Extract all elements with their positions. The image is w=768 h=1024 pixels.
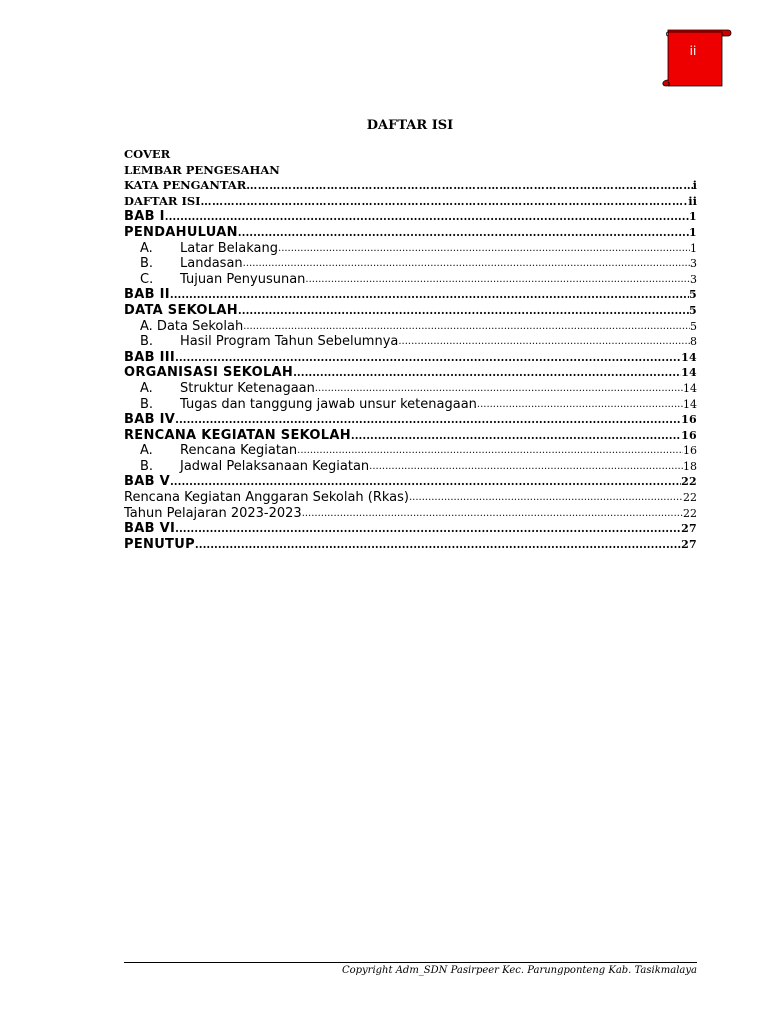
toc-entry-text: ORGANISASI SEKOLAH: [124, 365, 294, 381]
toc-entry: [124, 350, 697, 366]
toc-entry: [124, 459, 697, 475]
toc-entry-label: [140, 381, 315, 397]
toc-entry-label: [124, 521, 175, 537]
toc-entry: [124, 194, 697, 210]
toc-entry-page: 5: [690, 319, 697, 333]
toc-entry-text: KATA PENGANTAR: [124, 178, 247, 193]
toc-entry-page: ii: [688, 193, 697, 208]
document-title: DAFTAR ISI: [366, 118, 454, 133]
toc-dot-leader: [315, 381, 683, 397]
toc-entry-label: [140, 397, 477, 413]
toc-entry-letter: B.: [140, 256, 154, 272]
toc-entry: [124, 334, 697, 350]
toc-entry-label: [124, 537, 195, 553]
toc-entry: [124, 521, 697, 537]
toc-entry-page: 1: [690, 241, 697, 255]
toc-entry-text: Rencana Kegiatan Anggaran Sekolah (Rkas): [124, 490, 409, 506]
toc-entry-page: 3: [690, 257, 697, 271]
toc-dot-leader: [201, 194, 689, 210]
toc-dot-leader: [238, 225, 689, 241]
toc-entry-page: 16: [681, 428, 697, 442]
toc-entry-page: 8: [690, 335, 697, 349]
toc-entry-text: Struktur Ketenagaan: [180, 380, 315, 396]
toc-entry-label: [124, 178, 246, 194]
toc-entry-text: PENUTUP: [124, 536, 195, 552]
toc-entry-page: 16: [681, 413, 697, 427]
toc-entry: [124, 474, 697, 490]
toc-entry-label: [140, 319, 243, 335]
toc-entry-page: 3: [690, 272, 697, 286]
toc-dot-leader: [175, 521, 681, 537]
toc-entry-label: [124, 209, 165, 225]
toc-entry-label: [140, 256, 243, 272]
toc-dot-leader: [297, 443, 683, 459]
toc-entry: [124, 537, 697, 553]
toc-entry: [124, 443, 697, 459]
toc-entry-label: [140, 334, 398, 350]
toc-dot-leader: [302, 506, 683, 522]
toc-entry-label: [140, 272, 305, 288]
toc-dot-leader: [477, 397, 683, 413]
footer-divider: [124, 962, 697, 963]
toc-entry-text: Landasan: [180, 256, 243, 272]
toc-entry-label: [124, 365, 293, 381]
toc-entry-label: [124, 225, 238, 241]
toc-entry-page: 14: [683, 381, 697, 395]
toc-entry-label: [124, 287, 170, 303]
toc-entry: [124, 428, 697, 444]
toc-dot-leader: [351, 428, 681, 444]
toc-entry-text: Tugas dan tanggung jawab unsur ketenagaan: [180, 396, 477, 412]
toc-entry-label: [124, 350, 175, 366]
toc-entry-page: 22: [683, 491, 697, 505]
toc-entry-text: RENCANA KEGIATAN SEKOLAH: [124, 427, 351, 443]
toc-entry: [124, 490, 697, 506]
toc-entry-text: DATA SEKOLAH: [124, 302, 238, 318]
toc-entry-label: [124, 474, 170, 490]
footer-copyright: Copyright Adm_SDN Pasirpeer Kec. Parungponteng Kab. Tasikmalaya: [341, 965, 697, 976]
toc-entry-text: A. Data Sekolah: [140, 318, 244, 334]
toc-entry-letter: B.: [140, 458, 154, 474]
toc-dot-leader: [398, 334, 690, 350]
toc-dot-leader: [246, 178, 692, 194]
toc-entry: [124, 381, 697, 397]
toc-entry-text: BAB II: [124, 287, 170, 303]
toc-entry-label: [124, 412, 175, 428]
toc-entry-text: Tujuan Penyusunan: [180, 271, 306, 287]
toc-entry-text: COVER: [124, 147, 171, 161]
toc-entry-page: 18: [683, 459, 697, 473]
toc-dot-leader: [278, 241, 690, 257]
toc-entry-label: [124, 506, 302, 522]
toc-entry-text: Tahun Pelajaran 2023-2023: [124, 505, 302, 521]
toc-dot-leader: [305, 272, 690, 288]
toc-entry: [124, 303, 697, 319]
toc-dot-leader: [165, 209, 689, 225]
toc-dot-leader: [175, 412, 681, 428]
toc-dot-leader: [369, 459, 683, 475]
toc-entry-page: 22: [681, 475, 697, 489]
table-of-contents: [124, 147, 697, 552]
toc-entry: [124, 412, 697, 428]
toc-entry-text: BAB V: [124, 474, 170, 490]
toc-dot-leader: [409, 490, 683, 506]
toc-entry-letter: A.: [140, 380, 153, 396]
scroll-badge-icon: [658, 28, 732, 90]
toc-entry-text: BAB I: [124, 209, 165, 225]
toc-entry-page: 5: [689, 303, 697, 317]
toc-entry-page: 1: [689, 210, 697, 224]
toc-entry-page: 27: [681, 537, 697, 551]
toc-entry-label: [140, 459, 369, 475]
toc-entry-text: BAB III: [124, 349, 176, 365]
toc-entry: [124, 287, 697, 303]
toc-entry-label: [124, 194, 201, 210]
toc-dot-leader: [170, 287, 689, 303]
toc-entry: [124, 178, 697, 194]
toc-entry: [124, 241, 697, 257]
toc-dot-leader: [238, 303, 689, 319]
toc-entry-text: PENDAHULUAN: [124, 224, 238, 240]
toc-entry-label: [124, 428, 351, 444]
toc-entry-text: Hasil Program Tahun Sebelumnya: [180, 334, 399, 350]
toc-entry-page: 27: [681, 522, 697, 536]
toc-entry-label: [140, 443, 297, 459]
toc-entry: [124, 506, 697, 522]
toc-entry-text: LEMBAR PENGESAHAN: [124, 162, 280, 177]
toc-entry-text: Rencana Kegiatan: [180, 443, 298, 459]
toc-entry: [124, 163, 697, 179]
toc-dot-leader: [293, 365, 681, 381]
toc-entry-letter: A.: [140, 240, 153, 256]
toc-entry-page: 14: [681, 350, 697, 364]
toc-entry: [124, 256, 697, 272]
toc-entry-page: 22: [683, 506, 697, 520]
toc-entry-text: Latar Belakang: [180, 240, 279, 256]
toc-entry-letter: C.: [140, 271, 154, 287]
toc-entry: [124, 225, 697, 241]
toc-entry: [124, 147, 697, 163]
toc-entry-page: 5: [689, 288, 697, 302]
toc-entry: [124, 319, 697, 335]
toc-entry-letter: B.: [140, 396, 154, 412]
toc-entry-text: BAB VI: [124, 521, 176, 537]
toc-entry-page: 1: [689, 225, 697, 239]
toc-entry-text: DAFTAR ISI: [124, 193, 201, 208]
toc-dot-leader: [195, 537, 681, 553]
toc-entry-letter: A.: [140, 443, 153, 459]
toc-entry-letter: B.: [140, 334, 154, 350]
toc-entry: [124, 365, 697, 381]
toc-entry: [124, 209, 697, 225]
toc-entry-page: i: [692, 178, 697, 193]
toc-dot-leader: [243, 319, 690, 335]
toc-dot-leader: [170, 474, 681, 490]
toc-entry-label: [124, 490, 409, 506]
toc-entry-text: Jadwal Pelaksanaan Kegiatan: [180, 458, 370, 474]
toc-entry: [124, 272, 697, 288]
toc-entry-page: 16: [683, 444, 697, 458]
page-number-label: ii: [689, 44, 697, 58]
toc-entry-label: [124, 163, 280, 179]
toc-entry: [124, 397, 697, 413]
toc-entry-label: [140, 241, 278, 257]
toc-dot-leader: [243, 256, 690, 272]
toc-entry-label: [124, 147, 170, 163]
toc-entry-page: 14: [681, 366, 697, 380]
toc-entry-label: [124, 303, 238, 319]
toc-entry-page: 14: [683, 397, 697, 411]
toc-entry-text: BAB IV: [124, 412, 176, 428]
toc-dot-leader: [175, 350, 681, 366]
